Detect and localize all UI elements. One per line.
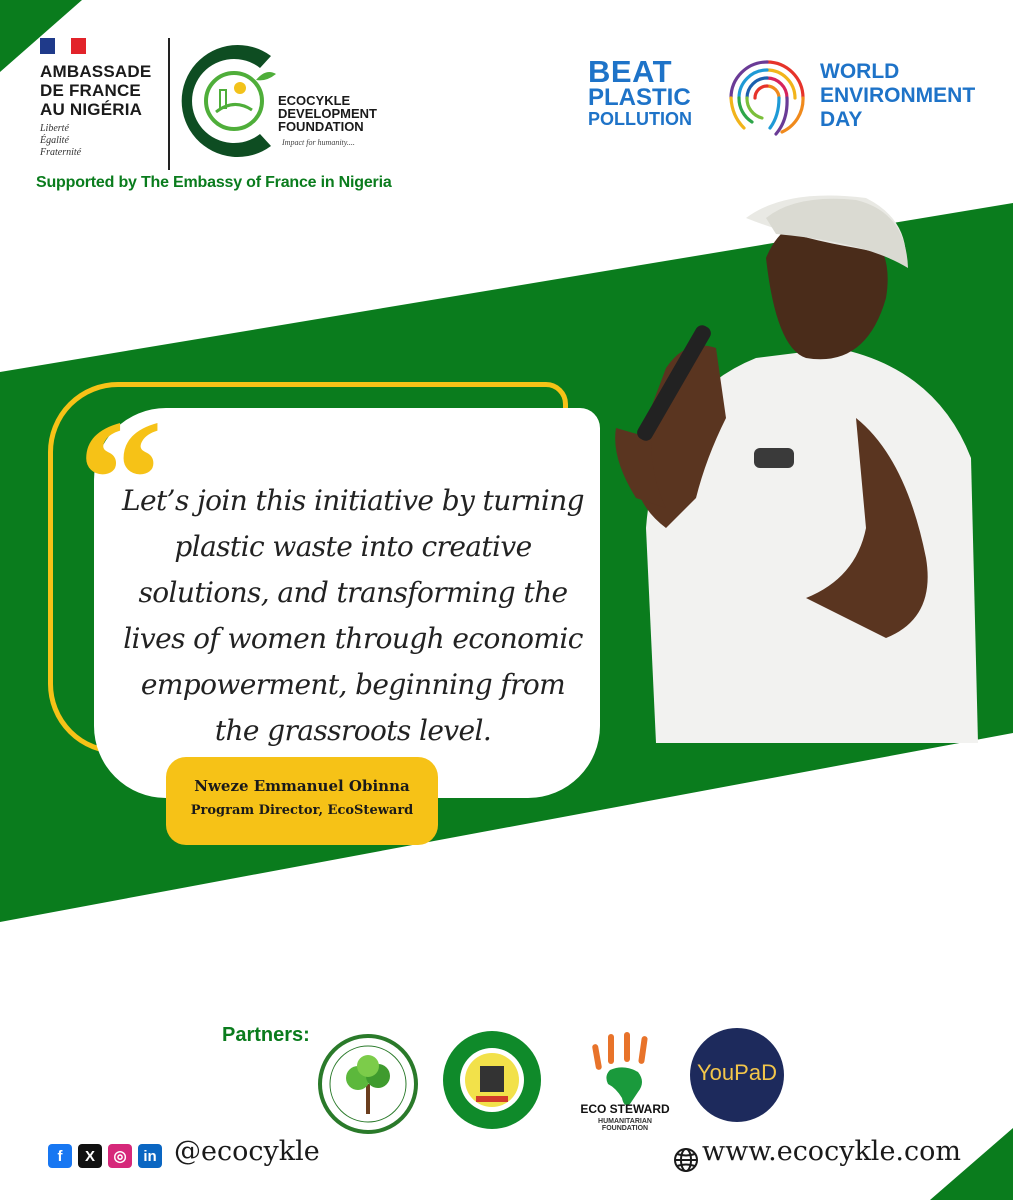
partners-label: Partners: xyxy=(222,1024,310,1046)
website-link[interactable]: www.ecocykle.com xyxy=(702,1136,961,1167)
campaign-line-2: PLASTIC xyxy=(588,84,691,111)
instagram-icon[interactable]: ◎ xyxy=(108,1144,132,1168)
csdevnet-logo-icon xyxy=(318,1034,418,1134)
embassy-logo xyxy=(40,38,170,159)
header-divider xyxy=(168,38,170,170)
quote-mark-icon: “ xyxy=(78,385,163,573)
x-icon[interactable]: X xyxy=(78,1144,102,1168)
world-environment-day-text: WORLD ENVIRONMENT DAY xyxy=(820,60,976,131)
foundation-tagline: Impact for humanity.... xyxy=(282,138,355,147)
youpad-text: YouPaD xyxy=(697,1060,777,1085)
speaker-attribution-badge xyxy=(166,757,438,845)
foundation-name: ECOCYKLE DEVELOPMENT FOUNDATION xyxy=(278,93,377,134)
quote-text: Let’s join this initiative by turning plastic waste into creative solutions, and transforming the lives of women through economic empowerment, beginning from the grassroots level. xyxy=(122,484,584,747)
social-icons xyxy=(48,1144,162,1168)
beat-plastic-pollution-logo xyxy=(588,54,692,129)
campaign-line-1: BEAT xyxy=(588,54,673,89)
speaker-name: Nweze Emmanuel Obinna xyxy=(194,777,410,795)
globe-icon xyxy=(672,1146,700,1174)
embassy-name: AMBASSADE DE FRANCE AU NIGÉRIA xyxy=(40,62,152,119)
facebook-icon[interactable]: f xyxy=(48,1144,72,1168)
eco-steward-subtitle: HUMANITARIAN FOUNDATION xyxy=(598,1118,652,1132)
social-handle[interactable]: @ecocykle xyxy=(174,1136,320,1167)
speaker-role: Program Director, EcoSteward xyxy=(190,803,414,818)
supported-by-text: Supported by The Embassy of France in Nigeria xyxy=(36,174,392,191)
eco-steward-title: ECO STEWARD xyxy=(580,1102,670,1116)
campaign-line-3: POLLUTION xyxy=(588,109,692,129)
nasarawa-state-logo-icon xyxy=(442,1028,542,1132)
speaker-photo xyxy=(606,198,986,743)
fingerprint-icon xyxy=(722,54,812,140)
linkedin-icon[interactable]: in xyxy=(138,1144,162,1168)
embassy-motto: Liberté Égalité Fraternité xyxy=(40,123,82,158)
french-flag-icon xyxy=(40,38,86,54)
